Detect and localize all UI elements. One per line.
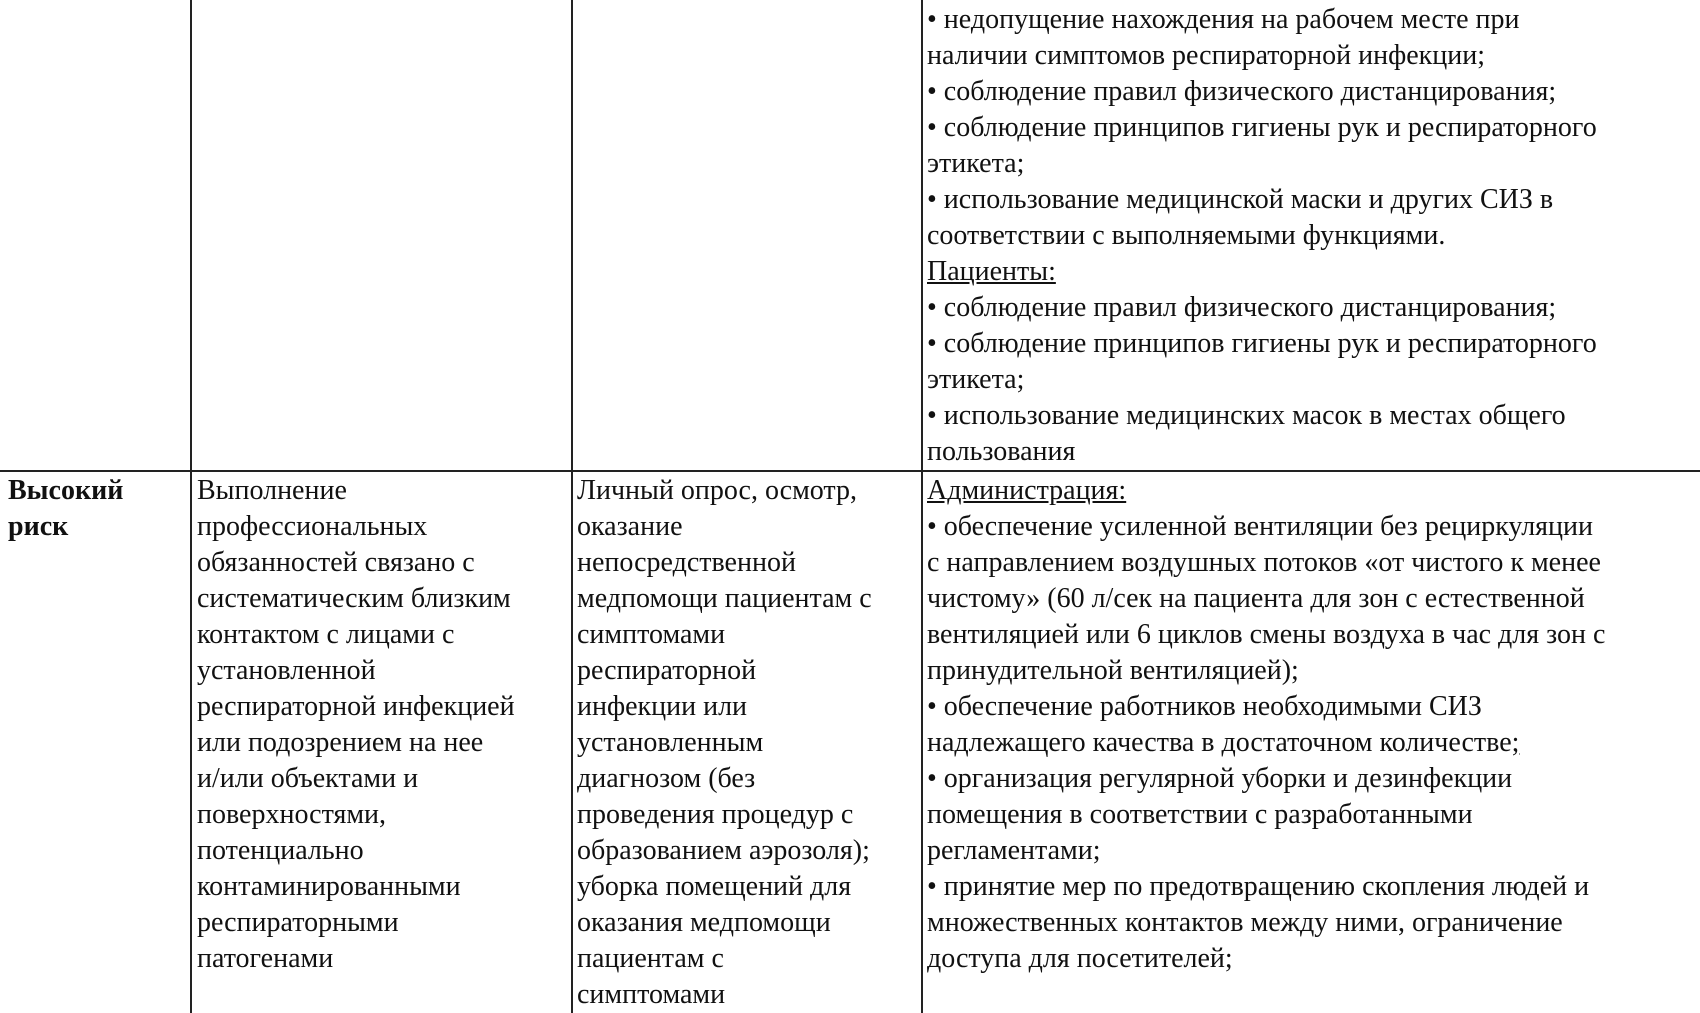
quality-text-end: ; [1511, 727, 1520, 758]
description-line: и/или объектами и [197, 763, 419, 794]
description-line: Выполнение [197, 475, 347, 506]
column-divider-2 [571, 0, 573, 1013]
measure-line: этикета; [927, 148, 1025, 179]
high-risk-measures-cell [927, 473, 1605, 977]
description-line: обязанностей связано с [197, 547, 475, 578]
measure-line: • недопущение нахождения на рабочем месте при [927, 4, 1520, 35]
description-line: контаминированными [197, 871, 461, 902]
top-row-measures-cell [927, 2, 1597, 470]
patients-measure-line: • использование медицинских масок в местах общего [927, 400, 1566, 431]
measure-line: • соблюдение правил физического дистанцирования; [927, 76, 1557, 107]
measure-line: с направлением воздушных потоков «от чистого к менее [927, 547, 1601, 578]
row-divider [0, 470, 1700, 472]
patients-heading: Пациенты: [927, 256, 1056, 287]
risk-level-cell [8, 473, 123, 545]
patients-measure-line: • соблюдение принципов гигиены рук и респираторного [927, 328, 1597, 359]
risk-description-cell [197, 473, 515, 977]
description-line: респираторной инфекцией [197, 691, 515, 722]
activities-line: проведения процедур с [577, 799, 854, 830]
activities-line: диагнозом (без [577, 763, 756, 794]
description-line: или подозрением на нее [197, 727, 484, 758]
description-line: установленной [197, 655, 376, 686]
risk-level-label: риск [8, 511, 69, 542]
activities-line: медпомощи пациентам с [577, 583, 872, 614]
activities-line: инфекции или [577, 691, 748, 722]
column-divider-1 [190, 0, 192, 1013]
measure-line: наличии симптомов респираторной инфекции; [927, 40, 1485, 71]
description-line: профессиональных [197, 511, 428, 542]
measure-line: • обеспечение усиленной вентиляции без рециркуляции [927, 511, 1593, 542]
description-line: систематическим близким [197, 583, 511, 614]
activities-line: образованием аэрозоля); [577, 835, 870, 866]
quality-text: надлежащего качества в достаточном количестве [927, 727, 1512, 758]
activities-line: непосредственной [577, 547, 796, 578]
measure-line: доступа для посетителей; [927, 943, 1233, 974]
measure-line: вентиляцией или 6 циклов смены воздуха в час для зон с [927, 619, 1606, 650]
activities-line: оказание [577, 511, 683, 542]
activities-line: уборка помещений для [577, 871, 852, 902]
description-line: патогенами [197, 943, 334, 974]
patients-measure-line: этикета; [927, 364, 1025, 395]
measure-line [927, 725, 1605, 761]
activities-line: симптомами [577, 619, 726, 650]
patients-measure-line: • соблюдение правил физического дистанцирования; [927, 292, 1557, 323]
measure-line: множественных контактов между ними, ограничение [927, 907, 1563, 938]
risk-level-label: Высокий [8, 475, 124, 506]
activities-line: установленным [577, 727, 764, 758]
column-divider-3 [921, 0, 923, 1013]
measure-line: регламентами; [927, 835, 1101, 866]
activities-line: симптомами [577, 979, 726, 1010]
measure-line: соответствии с выполняемыми функциями. [927, 220, 1446, 251]
measure-line: • организация регулярной уборки и дезинфекции [927, 763, 1513, 794]
measure-line: чистому» (60 л/сек на пациента для зон с естественной [927, 583, 1585, 614]
measure-line: • использование медицинской маски и других СИЗ в [927, 184, 1554, 215]
description-line: респираторными [197, 907, 399, 938]
description-line: потенциально [197, 835, 364, 866]
activities-line: пациентам с [577, 943, 724, 974]
administration-heading: Администрация: [927, 475, 1127, 506]
measure-line: принудительной вентиляцией); [927, 655, 1299, 686]
patients-measure-line: пользования [927, 436, 1076, 467]
activities-cell [577, 473, 872, 1013]
activities-line: оказания медпомощи [577, 907, 831, 938]
activities-line: респираторной [577, 655, 757, 686]
measure-line: • принятие мер по предотвращению скопления людей и [927, 871, 1590, 902]
measure-line: • соблюдение принципов гигиены рук и респираторного [927, 112, 1597, 143]
measure-line: • обеспечение работников необходимыми СИЗ [927, 691, 1482, 722]
description-line: контактом с лицами с [197, 619, 455, 650]
description-line: поверхностями, [197, 799, 387, 830]
measure-line: помещения в соответствии с разработанными [927, 799, 1473, 830]
activities-line: Личный опрос, осмотр, [577, 475, 857, 506]
